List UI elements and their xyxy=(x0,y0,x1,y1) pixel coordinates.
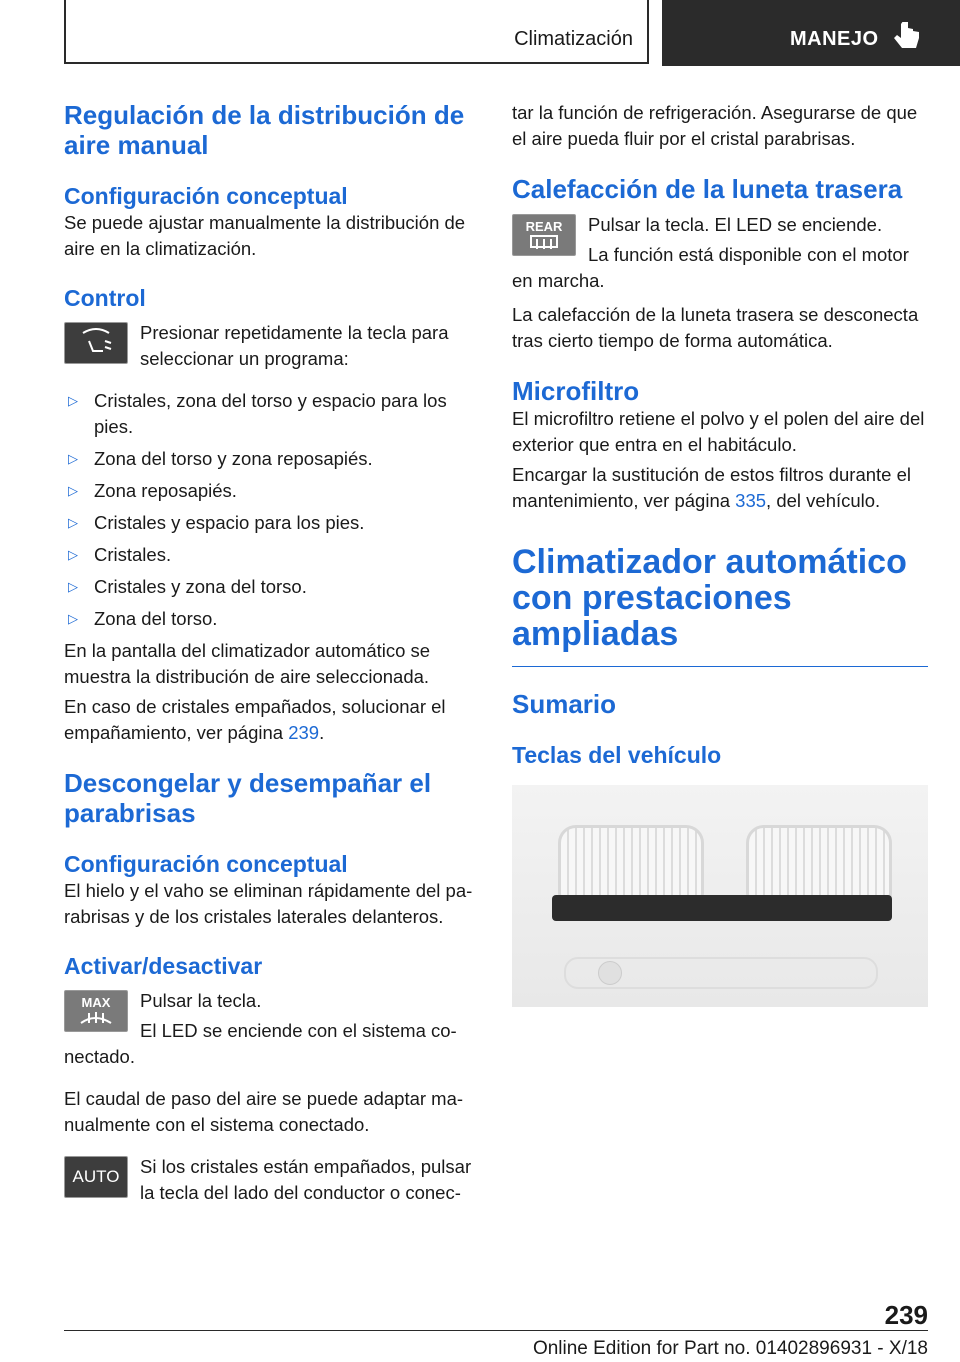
text-auto: Si los cristales están empañados, pulsar la tecla del lado del conductor o conec- xyxy=(140,1156,472,1203)
text-concept-1: Se puede ajustar manualmente la distribución de aire en la climatización. xyxy=(64,212,466,259)
list-item: ▷ Zona del torso. xyxy=(64,606,478,632)
list-item: ▷ Cristales y zona del torso. xyxy=(64,574,478,600)
list-item: ▷ Cristales y espacio para los pies. xyxy=(64,510,478,536)
list-item: ▷ Cristales. xyxy=(64,542,478,568)
header-chapter-title: MANEJO xyxy=(790,28,879,50)
edition-text: Online Edition for Part no. 01402896931 - X/18 xyxy=(532,1338,928,1359)
control-panel-image xyxy=(552,895,892,921)
volume-knob-icon xyxy=(598,961,622,985)
text-concept-2: El hielo y el vaho se eliminan rápidamente del pa-rabrisas y de los cristales laterales delanteros. xyxy=(64,880,473,927)
heading-concept-2: Configuración conceptual xyxy=(64,851,348,877)
auto-row xyxy=(64,1154,478,1206)
heading-control: Control xyxy=(64,285,146,311)
max-defrost-button-icon xyxy=(64,990,128,1032)
heading-auto-climate: Climatizador automático con prestaciones ampliadas xyxy=(512,543,907,653)
list-item: ▷ Zona del torso y zona reposapiés. xyxy=(64,446,478,472)
auto-button-icon xyxy=(64,1156,128,1198)
heading-rear-window: Calefacción de la luneta trasera xyxy=(512,174,903,204)
rear-row xyxy=(512,212,928,294)
heading-vehicle-keys: Teclas del vehículo xyxy=(512,742,722,768)
text-flow: El caudal de paso del aire se puede adaptar ma-nualmente con el sistema conectado. xyxy=(64,1088,464,1135)
heading-on-off: Activar/desactivar xyxy=(64,953,263,979)
header-section-tab xyxy=(64,0,649,64)
list-item: ▷ Zona reposapiés. xyxy=(64,478,478,504)
header-chapter-tab xyxy=(662,0,960,66)
list-item: ▷ Cristales, zona del torso y espacio para los pies. xyxy=(64,388,478,440)
text-micro-1: El microfiltro retiene el polvo y el polen del aire del exterior que entra en el habitáculo. xyxy=(512,408,925,455)
heading-summary: Sumario xyxy=(512,689,617,719)
control-row xyxy=(64,320,478,372)
text-rear-2: La función está disponible con el motor en marcha. xyxy=(512,244,909,291)
text-micro-2: Encargar la sustitución de estos filtros durante el mantenimiento, ver página 335, del vehículo. xyxy=(512,464,911,511)
footer-rule xyxy=(64,1330,928,1331)
page-link-239[interactable]: 239 xyxy=(288,722,320,743)
text-control: Presionar repetidamente la tecla para seleccionar un programa: xyxy=(140,322,449,369)
air-distribution-button-icon xyxy=(64,322,128,364)
text-rear-1: Pulsar la tecla. El LED se enciende. xyxy=(588,214,883,235)
heading-defrost: Descongelar y desempañar el parabrisas xyxy=(64,768,432,828)
rear-defrost-button-icon xyxy=(512,214,576,256)
text-led-on: El LED se enciende con el sistema co-nectado. xyxy=(64,1020,457,1067)
max-label: MAX xyxy=(81,995,111,1010)
max-row xyxy=(64,988,478,1070)
climate-panel-photo xyxy=(512,785,928,1007)
right-column xyxy=(512,100,928,1007)
page-link-335[interactable]: 335 xyxy=(735,490,767,511)
header-section-title: Climatización xyxy=(514,28,633,50)
left-column xyxy=(64,100,478,1206)
heading-microfilter: Microfiltro xyxy=(512,376,640,406)
program-list xyxy=(64,388,478,632)
page-number: 239 xyxy=(884,1300,928,1330)
text-continued: tar la función de refrigeración. Asegurarse de que el aire pueda fluir por el cristal parabrisas. xyxy=(512,102,918,149)
text-fog: En caso de cristales empañados, solucionar el empañamiento, ver página 239. xyxy=(64,696,446,743)
text-press-key: Pulsar la tecla. xyxy=(140,990,262,1011)
text-rear-3: La calefacción de la luneta trasera se desconecta tras cierto tiempo de forma automática. xyxy=(512,304,919,351)
hand-touch-icon xyxy=(892,22,922,54)
auto-label: AUTO xyxy=(72,1167,120,1186)
rear-label: REAR xyxy=(525,219,563,234)
heading-concept-1: Configuración conceptual xyxy=(64,183,348,209)
text-display: En la pantalla del climatizador automático se muestra la distribución de aire seleccionada. xyxy=(64,640,431,687)
heading-manual-distribution: Regulación de la distribución de aire manual xyxy=(64,100,465,160)
